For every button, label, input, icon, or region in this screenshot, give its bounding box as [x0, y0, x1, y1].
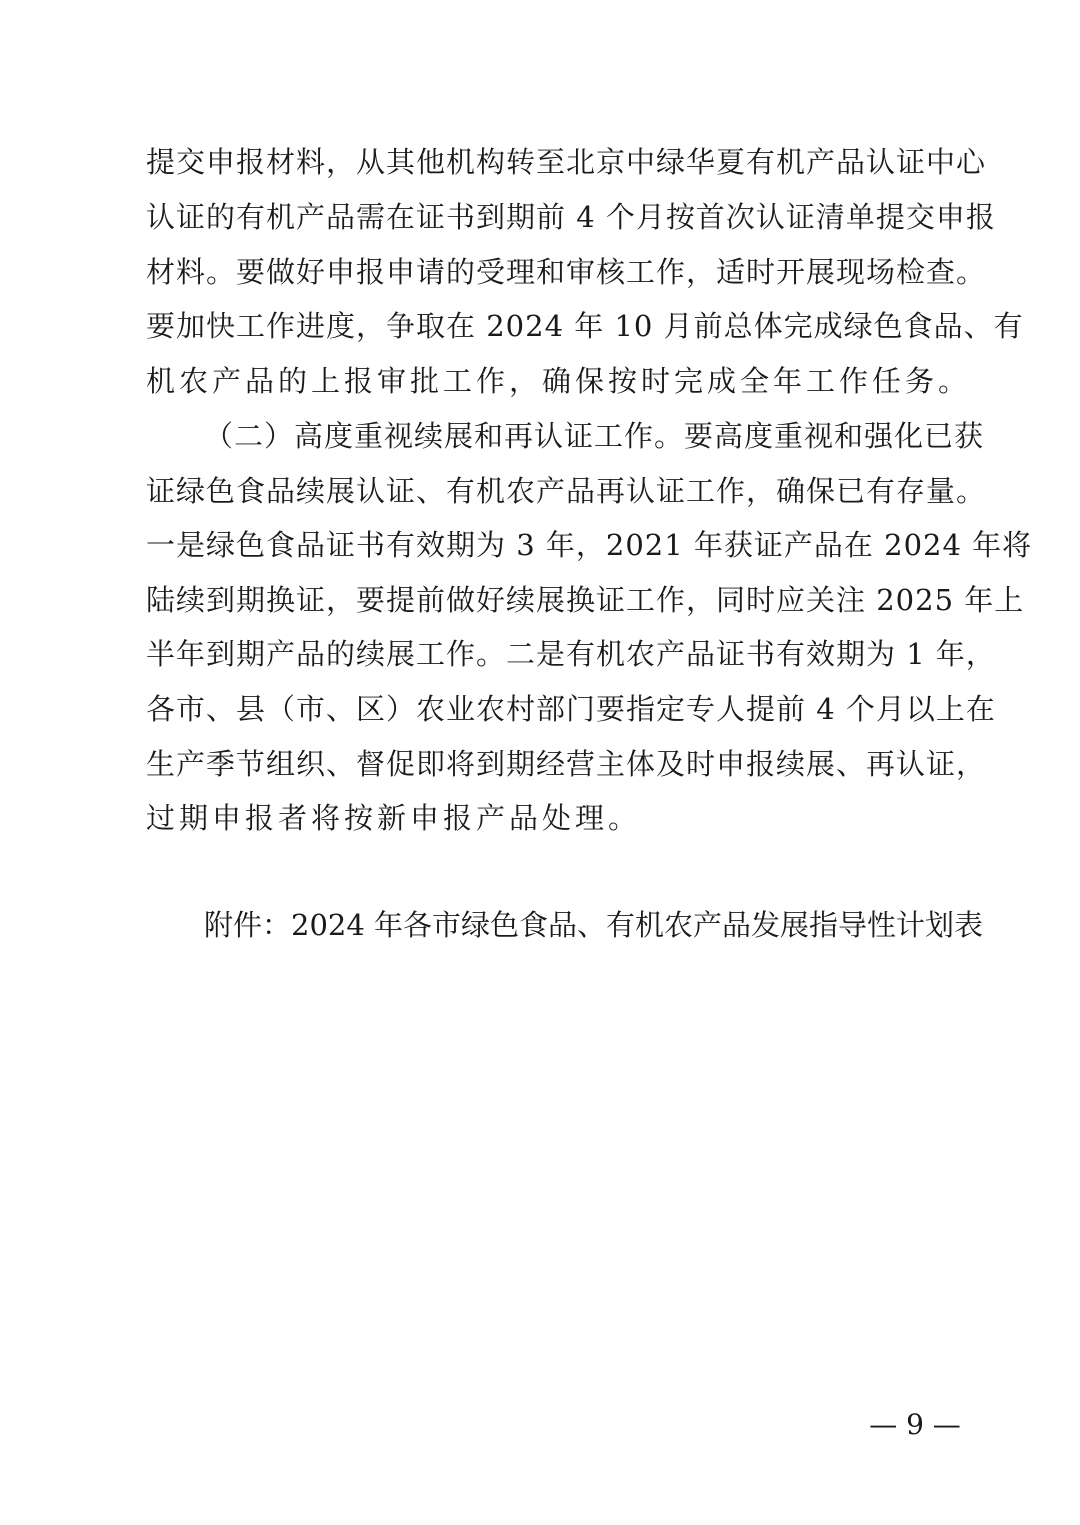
paragraph-line: 认证的有机产品需在证书到期前 4 个月按首次认证清单提交申报 [146, 200, 996, 234]
paragraph-line: 过期申报者将按新申报产品处理。 [146, 801, 642, 835]
paragraph-line: 证绿色食品续展认证、有机农产品再认证工作，确保已有存量。 [146, 474, 987, 508]
attachment-note: 附件：2024 年各市绿色食品、有机农产品发展指导性计划表 [204, 908, 984, 942]
paragraph-line: 生产季节组织、督促即将到期经营主体及时申报续展、再认证， [146, 747, 987, 781]
section-heading-line: （二）高度重视续展和再认证工作。要高度重视和强化已获 [204, 419, 985, 453]
paragraph-line: 一是绿色食品证书有效期为 3 年，2021 年获证产品在 2024 年将 [146, 528, 1033, 562]
paragraph-line: 半年到期产品的续展工作。二是有机农产品证书有效期为 1 年， [146, 637, 996, 671]
paragraph-line: 机农产品的上报审批工作，确保按时完成全年工作任务。 [146, 364, 972, 398]
paragraph-line: 各市、县（市、区）农业农村部门要指定专人提前 4 个月以上在 [146, 692, 996, 726]
page-number: — 9 — [869, 1408, 961, 1441]
paragraph-line: 材料。要做好申报申请的受理和审核工作，适时开展现场检查。 [146, 255, 987, 289]
paragraph-line: 要加快工作进度，争取在 2024 年 10 月前总体完成绿色食品、有 [146, 309, 1024, 343]
paragraph-line: 陆续到期换证，要提前做好续展换证工作，同时应关注 2025 年上 [146, 583, 1025, 617]
paragraph-line: 提交申报材料，从其他机构转至北京中绿华夏有机产品认证中心 [146, 145, 987, 179]
